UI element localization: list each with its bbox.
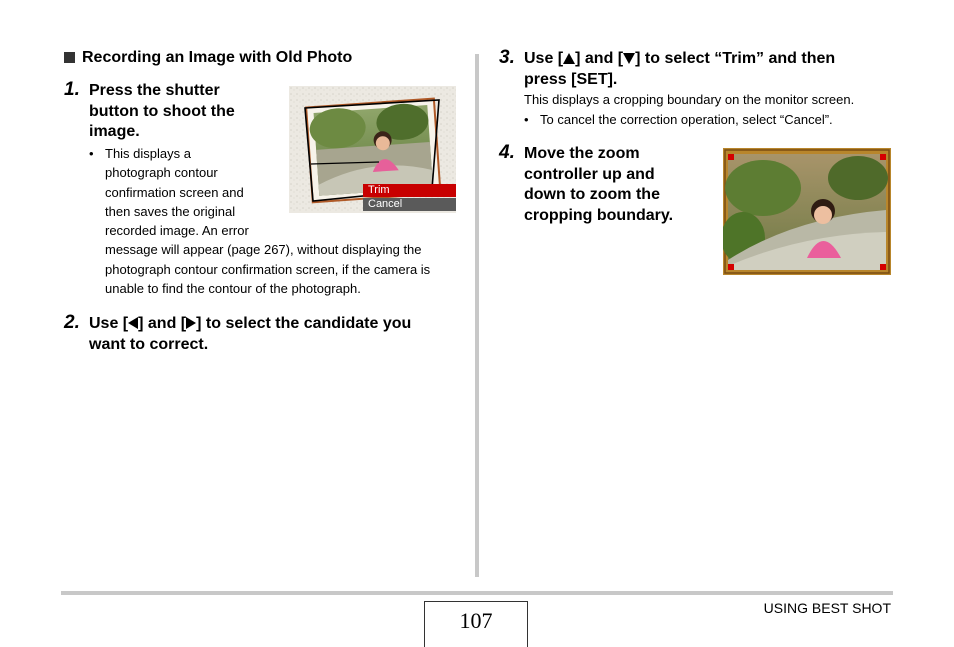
step-1-bullet-line: then saves the original [105, 203, 236, 219]
step-4-line: cropping boundary. [524, 206, 674, 224]
step-1-line: Press the shutter [89, 82, 220, 99]
bullet-dot: • [89, 146, 94, 161]
left-arrow-icon [128, 317, 138, 329]
step-1-instruction [89, 81, 279, 143]
contour-confirmation-screen [289, 86, 456, 213]
column-divider [475, 54, 479, 577]
step-3-body: This displays a cropping boundary on the monitor screen. [524, 92, 855, 107]
step-4-instruction [524, 144, 714, 226]
menu-item-cancel[interactable]: Cancel [363, 198, 456, 211]
section-heading [64, 48, 352, 68]
cropping-boundary-screen [723, 148, 891, 275]
step-1-number: 1. [64, 79, 80, 100]
step-3-instruction: Use [ ] and [ ] to select “Trim” and then press [SET]. [524, 49, 904, 90]
step-4-number: 4. [499, 142, 515, 163]
step-1-bullet-line: recorded image. An error [105, 223, 249, 239]
step-1-bullet-line: This displays a [105, 146, 191, 161]
right-arrow-icon [186, 317, 196, 329]
step-2-line: want to correct. [89, 335, 209, 353]
step-3-number: 3. [499, 47, 515, 68]
step-2-instruction: Use [ ] and [ ] to select the candidate you want to correct. [89, 314, 469, 355]
step-1-bullet-line: confirmation screen and [105, 184, 244, 200]
step-3-bullet [524, 110, 904, 129]
step-1-line: image. [89, 123, 140, 140]
step-1-bullet-line: unable to find the contour of the photograph. [105, 281, 361, 297]
bullet-dot: • [524, 112, 529, 127]
step-1-line: button to shoot the [89, 102, 235, 120]
up-arrow-icon [563, 53, 575, 64]
page-number: 107 [424, 601, 528, 647]
step-4-line: Move the zoom [524, 145, 640, 162]
step-1-bullet-line: message will appear (page 267), without displaying the [105, 242, 422, 258]
step-4-line: down to zoom the [524, 186, 660, 203]
step-1-bullet-line: photograph contour confirmation screen, if the camera is [105, 261, 431, 277]
cropped-photo-image [723, 148, 891, 275]
step-3-line: press [SET]. [524, 70, 618, 88]
footer-rule [61, 591, 893, 595]
step-3-bullet-text: To cancel the correction operation, select “Cancel”. [540, 112, 833, 127]
section-title: Recording an Image with Old Photo [82, 49, 353, 66]
step-2-number: 2. [64, 312, 80, 333]
step-4-line: controller up and [524, 165, 655, 183]
down-arrow-icon [623, 53, 635, 64]
step-1-bullet-line: photograph contour [105, 165, 218, 181]
square-bullet-icon [64, 52, 75, 63]
footer-section-label: USING BEST SHOT [763, 600, 891, 616]
menu-item-trim[interactable]: Trim [363, 184, 456, 197]
